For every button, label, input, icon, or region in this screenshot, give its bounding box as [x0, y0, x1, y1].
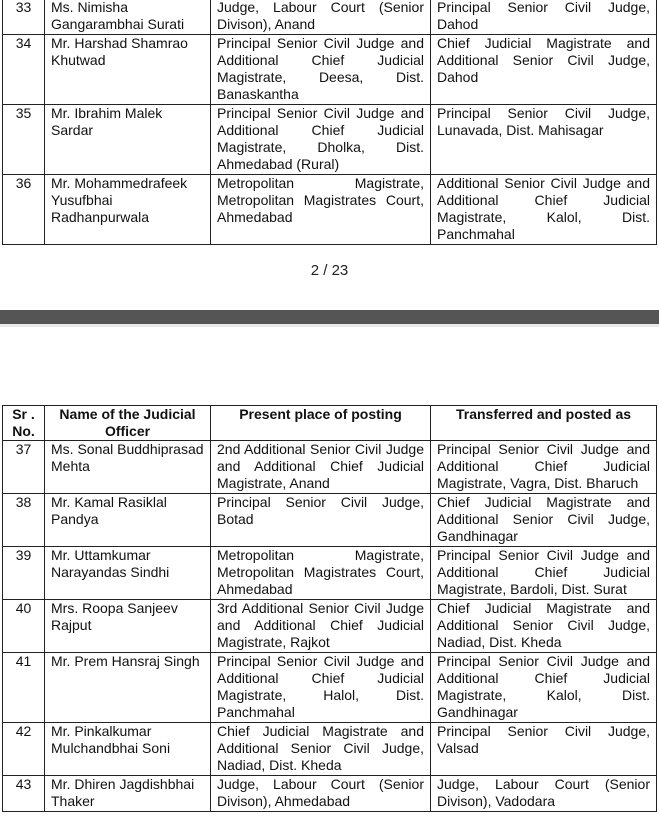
sr-cell: 42: [3, 723, 45, 776]
table-row: [3, 175, 657, 245]
present-posting-cell: Chief Judicial Magistrate and Additional Senior Civil Judge, Nadiad, Dist. Kheda: [211, 723, 431, 776]
transferred-posting-cell: Judge, Labour Court (Senior Divison), Vadodara: [431, 776, 657, 812]
transferred-posting-cell: Chief Judicial Magistrate and Additional Senior Civil Judge, Gandhinagar: [431, 494, 657, 547]
officer-name-cell: Mr. Mohammedrafeek Yusufbhai Radhanpurwala: [45, 175, 211, 245]
officer-name-cell: Mr. Uttamkumar Narayandas Sindhi: [45, 547, 211, 600]
page-separator: [0, 310, 659, 324]
present-posting-cell: Principal Senior Civil Judge and Additional Chief Judicial Magistrate, Dholka, Dist. Ahmedabad (Rural): [211, 105, 431, 175]
sr-cell: 35: [3, 105, 45, 175]
header-present-posting: Present place of posting: [211, 406, 431, 441]
transferred-posting-cell: Chief Judicial Magistrate and Additional Senior Civil Judge, Nadiad, Dist. Kheda: [431, 600, 657, 653]
officer-name-cell: Mr. Prem Hansraj Singh: [45, 653, 211, 723]
table-row: [3, 653, 657, 723]
table-row: [3, 547, 657, 600]
present-posting-cell: Principal Senior Civil Judge and Additional Chief Judicial Magistrate, Deesa, Dist. Banaskantha: [211, 35, 431, 105]
transferred-posting-cell: Principal Senior Civil Judge and Additional Chief Judicial Magistrate, Kalol, Dist. Gandhinagar: [431, 653, 657, 723]
sr-cell: 38: [3, 494, 45, 547]
sr-cell: 36: [3, 175, 45, 245]
officer-name-cell: Mrs. Roopa Sanjeev Rajput: [45, 600, 211, 653]
table-row: [3, 441, 657, 494]
officer-name-cell: Mr. Ibrahim Malek Sardar: [45, 105, 211, 175]
table-row: [3, 105, 657, 175]
header-sr: Sr . No.: [3, 406, 45, 441]
transferred-posting-cell: Principal Senior Civil Judge and Additional Chief Judicial Magistrate, Bardoli, Dist. Surat: [431, 547, 657, 600]
table-row: [3, 723, 657, 776]
table-header-row: [3, 406, 657, 441]
present-posting-cell: 3rd Additional Senior Civil Judge and Additional Chief Judicial Magistrate, Rajkot: [211, 600, 431, 653]
present-posting-cell: Metropolitan Magistrate, Metropolitan Magistrates Court, Ahmedabad: [211, 175, 431, 245]
officer-name-cell: Ms. Sonal Buddhiprasad Mehta: [45, 441, 211, 494]
sr-cell: 41: [3, 653, 45, 723]
present-posting-cell: 2nd Additional Senior Civil Judge and Additional Chief Judicial Magistrate, Anand: [211, 441, 431, 494]
table-row: [3, 0, 657, 35]
officer-name-cell: Ms. Nimisha Gangarambhai Surati: [45, 0, 211, 35]
present-posting-cell: Judge, Labour Court (Senior Divison), Anand: [211, 0, 431, 35]
table-row: [3, 494, 657, 547]
sr-cell: 39: [3, 547, 45, 600]
officer-name-cell: Mr. Pinkalkumar Mulchandbhai Soni: [45, 723, 211, 776]
present-posting-cell: Principal Senior Civil Judge, Botad: [211, 494, 431, 547]
present-posting-cell: Principal Senior Civil Judge and Additional Chief Judicial Magistrate, Halol, Dist. Panchmahal: [211, 653, 431, 723]
officer-name-cell: Mr. Dhiren Jagdishbhai Thaker: [45, 776, 211, 812]
sr-cell: 37: [3, 441, 45, 494]
table-row: [3, 35, 657, 105]
transferred-posting-cell: Principal Senior Civil Judge, Valsad: [431, 723, 657, 776]
posting-table: [2, 405, 657, 812]
transferred-posting-cell: Principal Senior Civil Judge and Additional Chief Judicial Magistrate, Vagra, Dist. Bharuch: [431, 441, 657, 494]
sr-cell: 33: [3, 0, 45, 35]
sr-cell: 34: [3, 35, 45, 105]
transferred-posting-cell: Principal Senior Civil Judge, Lunavada, Dist. Mahisagar: [431, 105, 657, 175]
table-row: [3, 776, 657, 812]
posting-table-continued: [2, 0, 657, 245]
present-posting-cell: Metropolitan Magistrate, Metropolitan Magistrates Court, Ahmedabad: [211, 547, 431, 600]
sr-cell: 40: [3, 600, 45, 653]
transferred-posting-cell: Principal Senior Civil Judge, Dahod: [431, 0, 657, 35]
header-name: Name of the Judicial Officer: [45, 406, 211, 441]
officer-name-cell: Mr. Kamal Rasiklal Pandya: [45, 494, 211, 547]
transferred-posting-cell: Chief Judicial Magistrate and Additional Senior Civil Judge, Dahod: [431, 35, 657, 105]
table-row: [3, 600, 657, 653]
header-transferred: Transferred and posted as: [431, 406, 657, 441]
present-posting-cell: Judge, Labour Court (Senior Divison), Ahmedabad: [211, 776, 431, 812]
sr-cell: 43: [3, 776, 45, 812]
officer-name-cell: Mr. Harshad Shamrao Khutwad: [45, 35, 211, 105]
page-separator-shadow: [0, 324, 659, 327]
transferred-posting-cell: Additional Senior Civil Judge and Additional Chief Judicial Magistrate, Kalol, Dist. Panchmahal: [431, 175, 657, 245]
page-number: 2 / 23: [310, 262, 349, 279]
